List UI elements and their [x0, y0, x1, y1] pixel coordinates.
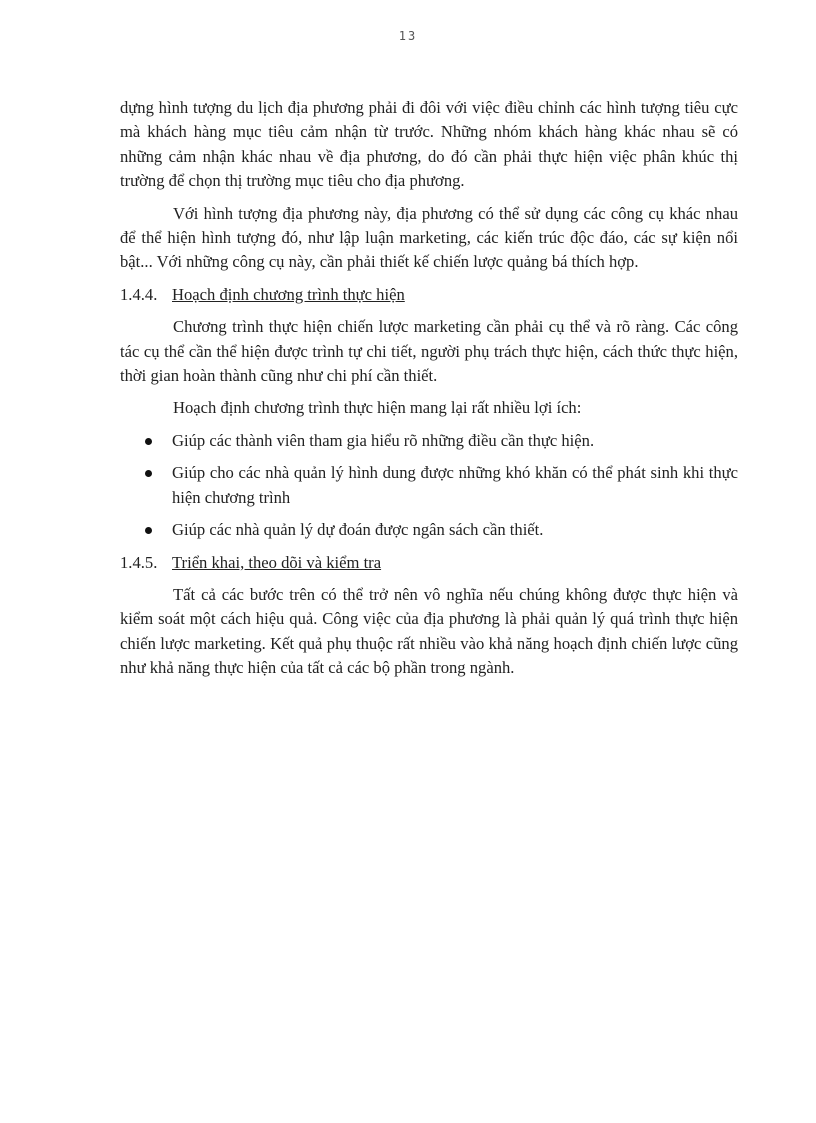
bullet-icon [145, 470, 152, 477]
section-title: Hoạch định chương trình thực hiện [172, 284, 405, 304]
section-heading-1-4-4 [120, 283, 738, 307]
bullet-icon [145, 438, 152, 445]
bullet-icon [145, 527, 152, 534]
bullet-list [120, 429, 738, 543]
section-number: 1.4.5. [120, 552, 158, 572]
paragraph: Hoạch định chương trình thực hiện mang lại rất nhiều lợi ích: [173, 398, 582, 418]
paragraph: dựng hình tượng du lịch địa phương phải đi đôi với việc điều chỉnh các hình tượng tiêu cực mà khách hàng mục tiêu cảm nhận từ trước. Những nhóm khách hàng khác nhau sẽ có những cảm nhận khác nhau về địa phương, do đó cần phải thực hiện việc phân khúc thị trường để chọn thị trường mục tiêu cho địa phương. [120, 98, 738, 191]
list-item [120, 429, 738, 453]
list-item-text: Giúp các thành viên tham gia hiểu rõ những điều cần thực hiện. [172, 430, 595, 450]
paragraph: Tất cả các bước trên có thể trở nên vô nghĩa nếu chúng không được thực hiện và kiểm soát một cách hiệu quả. Công việc của địa phương là phải quản lý quá trình thực hiện chiến lược marketing. Kết quả phụ thuộc rất nhiều vào khả năng hoạch định chiến lược cũng như khả năng thực hiện của tất cả các bộ phần trong ngành. [120, 584, 738, 678]
section-number: 1.4.4. [120, 284, 158, 304]
list-item-text: Giúp cho các nhà quản lý hình dung được những khó khăn có thể phát sinh khi thực hiện chương trình [172, 463, 738, 507]
paragraph: Với hình tượng địa phương này, địa phương có thể sử dụng các công cụ khác nhau để thể hiện hình tượng đó, như lập luận marketing, các kiến trúc độc đáo, các sự kiện nổi bật... Với những công cụ này, cần phải thiết kế chiến lược quảng bá thích hợp. [120, 203, 738, 272]
list-item [120, 518, 738, 542]
section-heading-1-4-5 [120, 551, 738, 575]
list-item-text: Giúp các nhà quản lý dự đoán được ngân sách cần thiết. [172, 520, 544, 540]
page-number: 13 [398, 29, 418, 43]
section-title: Triển khai, theo dõi và kiểm tra [172, 552, 382, 572]
page-content [120, 96, 738, 681]
list-item [120, 461, 738, 510]
paragraph: Chương trình thực hiện chiến lược marketing cần phải cụ thể và rõ ràng. Các công tác cụ thể cần thể hiện được trình tự chi tiết, người phụ trách thực hiện, cách thức thực hiện, thời gian hoàn thành cũng như chi phí cần thiết. [120, 317, 738, 386]
